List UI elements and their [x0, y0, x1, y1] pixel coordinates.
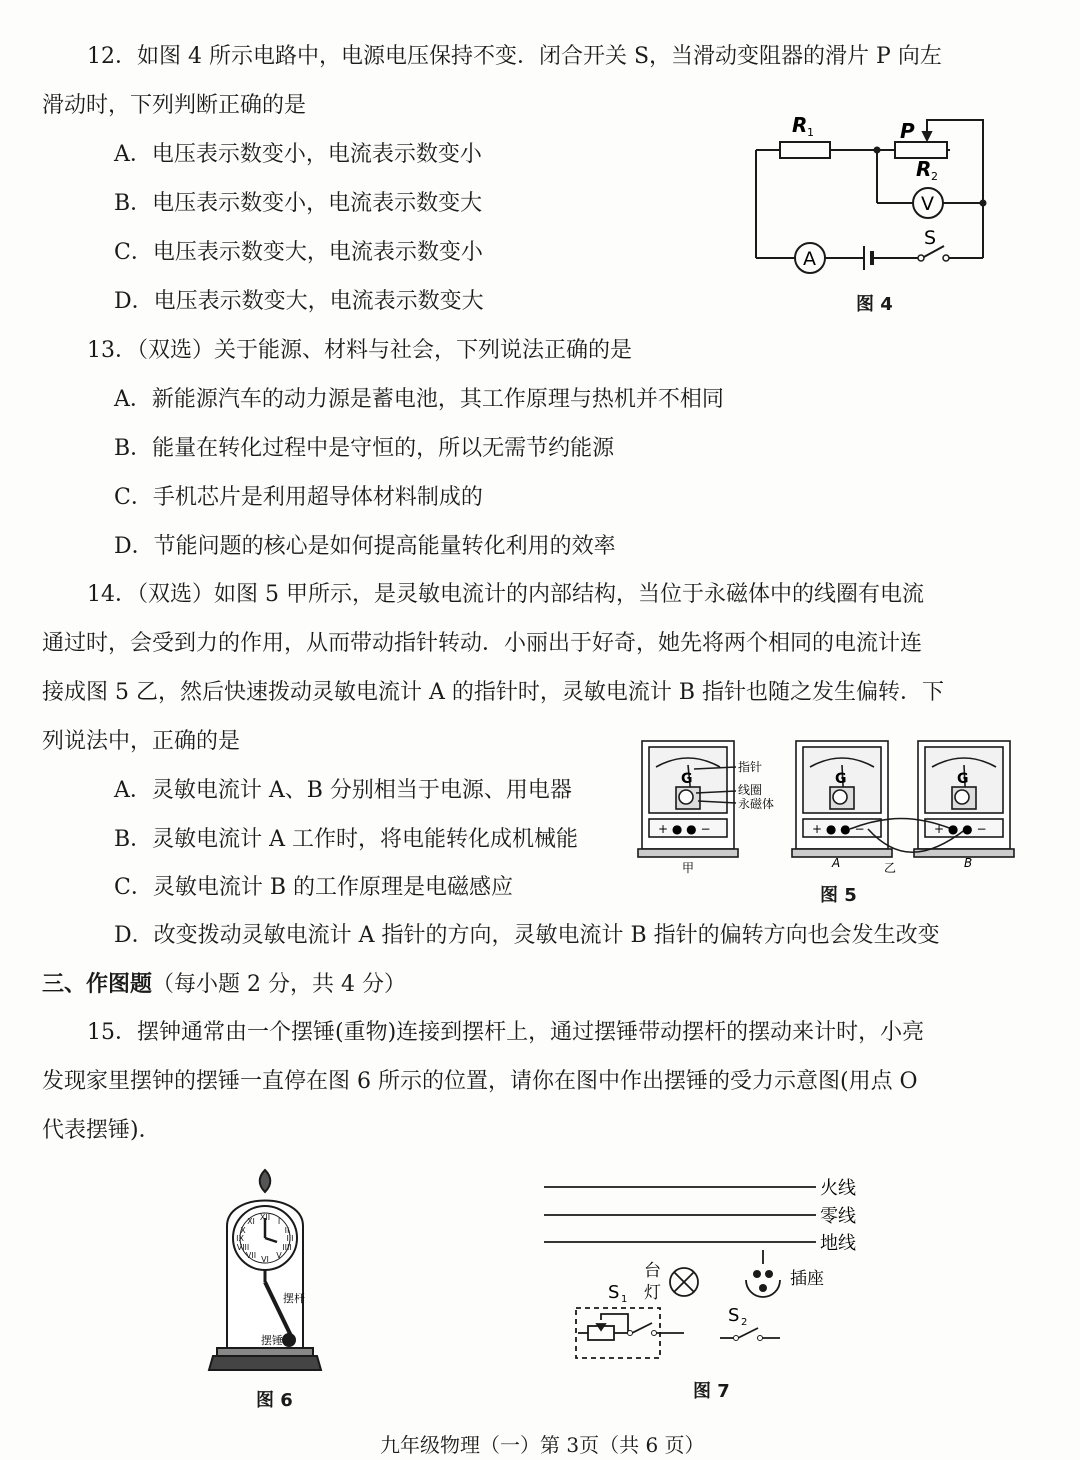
q14-option-b: B．灵敏电流计 A 工作时，将电能转化成机械能 [114, 827, 579, 852]
section-3-title [42, 969, 406, 1000]
meter-jia-g: G [681, 771, 693, 787]
label-yi: 乙 [884, 861, 897, 875]
numeral-5: V [276, 1251, 282, 1260]
numeral-11: XI [247, 1217, 255, 1226]
footer-mark: （一） [480, 1433, 540, 1457]
numeral-12: XII [259, 1213, 271, 1222]
numeral-6: VI [261, 1255, 269, 1264]
resistor-r1 [780, 142, 830, 158]
numeral-10: X [240, 1226, 246, 1235]
numeral-2: II [284, 1226, 290, 1235]
q14-option-d: D．改变拨动灵敏电流计 A 指针的方向，灵敏电流计 B 指针的偏转方向也会发生改变 [114, 923, 940, 948]
q12-option-b: B．电压表示数变小，电流表示数变大 [114, 191, 483, 216]
meter-b-g: G [957, 771, 969, 787]
q12-stem-line1: 12．如图 4 所示电路中，电源电压保持不变．闭合开关 S，当滑动变阻器的滑片 P 向左 [87, 44, 942, 69]
label-meter-b: B [964, 856, 973, 870]
q13-option-c: C．手机芯片是利用超导体材料制成的 [114, 485, 483, 510]
figure-5-galvanometers [636, 735, 1016, 885]
r1-sub: 1 [807, 126, 814, 139]
label-lamp-2: 灯 [644, 1283, 661, 1303]
label-coil: 线圈 [738, 783, 763, 797]
label-ground: 地线 [820, 1233, 856, 1254]
s1-switch-blade [632, 1323, 652, 1333]
label-bob: 摆锤 [261, 1334, 283, 1347]
q12-option-d: D．电压表示数变大，电流表示数变大 [114, 289, 484, 314]
q13-option-b: B．能量在转化过程中是守恒的，所以无需节约能源 [114, 436, 615, 461]
section-3-heading: 三、作图题 [42, 971, 153, 997]
p-label: P [900, 119, 915, 143]
numeral-8: VIII [236, 1243, 250, 1252]
galvanometer-b [914, 741, 1014, 857]
label-live: 火线 [820, 1178, 856, 1199]
r2-sub: 2 [931, 170, 938, 183]
q13-stem: 13．（双选）关于能源、材料与社会，下列说法正确的是 [87, 338, 632, 363]
q13-option-a: A．新能源汽车的动力源是蓄电池，其工作原理与热机并不相同 [114, 387, 724, 412]
label-neutral: 零线 [820, 1206, 856, 1227]
meter-a-terminals: + ● ● − [812, 822, 865, 836]
label-pointer: 指针 [738, 760, 763, 774]
numeral-1: I [277, 1217, 281, 1226]
galvanometer-a [792, 741, 892, 857]
q14-stem-line2: 通过时，会受到力的作用，从而带动指针转动．小丽出于好奇，她先将两个相同的电流计连 [42, 631, 923, 656]
footer-right: 第 3页（共 6 页） [540, 1433, 705, 1457]
label-s2: S [728, 1305, 740, 1326]
label-magnet: 永磁体 [738, 797, 775, 811]
footer [380, 1430, 705, 1460]
label-jia: 甲 [682, 861, 695, 875]
galvanometer-jia [638, 741, 738, 857]
meter-b-terminals: + ● ● − [934, 822, 987, 836]
label-lamp-1: 台 [644, 1261, 661, 1281]
figure-7-caption: 图 7 [693, 1381, 730, 1402]
label-meter-a: A [832, 856, 841, 870]
section-3-note: （每小题 2 分，共 4 分） [152, 972, 406, 997]
label-rod: 摆杆 [283, 1292, 305, 1305]
figure-4-caption: 图 4 [856, 294, 893, 315]
q13-option-d: D．节能问题的核心是如何提高能量转化利用的效率 [114, 534, 616, 559]
q14-option-a: A．灵敏电流计 A、B 分别相当于电源、用电器 [114, 778, 572, 803]
q15-stem-line1: 15．摆钟通常由一个摆锤(重物)连接到摆杆上，通过摆锤带动摆杆的摆动来计时，小亮 [87, 1020, 925, 1045]
numeral-7: VII [245, 1251, 257, 1260]
r1-label: R [792, 113, 808, 137]
rheostat-r2 [895, 142, 947, 158]
footer-left: 九年级物理 [380, 1433, 480, 1457]
meter-a-g: G [835, 771, 847, 787]
voltmeter-label: V [921, 193, 934, 215]
q12-option-c: C．电压表示数变大，电流表示数变小 [114, 240, 483, 265]
figure-5-caption: 图 5 [820, 885, 857, 906]
figure-6-pendulum-clock [205, 1162, 325, 1384]
label-socket: 插座 [790, 1269, 824, 1289]
meter-jia-terminals: + ● ● − [658, 822, 711, 836]
numeral-4: IIII [282, 1243, 292, 1252]
label-s2-sub: 2 [741, 1317, 748, 1328]
q15-stem-line3: 代表摆锤)． [42, 1118, 161, 1143]
figure-4-circuit [740, 108, 1000, 298]
pendulum-bob [283, 1334, 295, 1346]
q14-option-c: C．灵敏电流计 B 的工作原理是电磁感应 [114, 875, 513, 900]
numeral-9: IX [236, 1234, 244, 1243]
label-s1: S [608, 1282, 620, 1303]
label-s1-sub: 1 [621, 1294, 628, 1305]
r2-label: R [916, 157, 932, 181]
numeral-3: III [286, 1234, 294, 1243]
q14-stem-line1: 14．（双选）如图 5 甲所示，是灵敏电流计的内部结构，当位于永磁体中的线圈有电流 [87, 582, 924, 607]
q14-stem-line4: 列说法中，正确的是 [42, 729, 241, 754]
q14-stem-line3: 接成图 5 乙，然后快速拨动灵敏电流计 A 的指针时，灵敏电流计 B 指针也随之发生偏转．下 [42, 680, 945, 705]
switch-label: S [924, 227, 937, 249]
s2-switch-blade [738, 1328, 758, 1338]
q12-stem-line2: 滑动时，下列判断正确的是 [42, 93, 307, 118]
ammeter-label: A [803, 248, 816, 270]
q15-stem-line2: 发现家里摆钟的摆锤一直停在图 6 所示的位置，请你在图中作出摆锤的受力示意图(用点 O [42, 1069, 918, 1094]
q12-option-a: A．电压表示数变小，电流表示数变小 [114, 142, 482, 167]
figure-7-household-circuit [540, 1170, 880, 1370]
figure-6-caption: 图 6 [256, 1390, 293, 1411]
